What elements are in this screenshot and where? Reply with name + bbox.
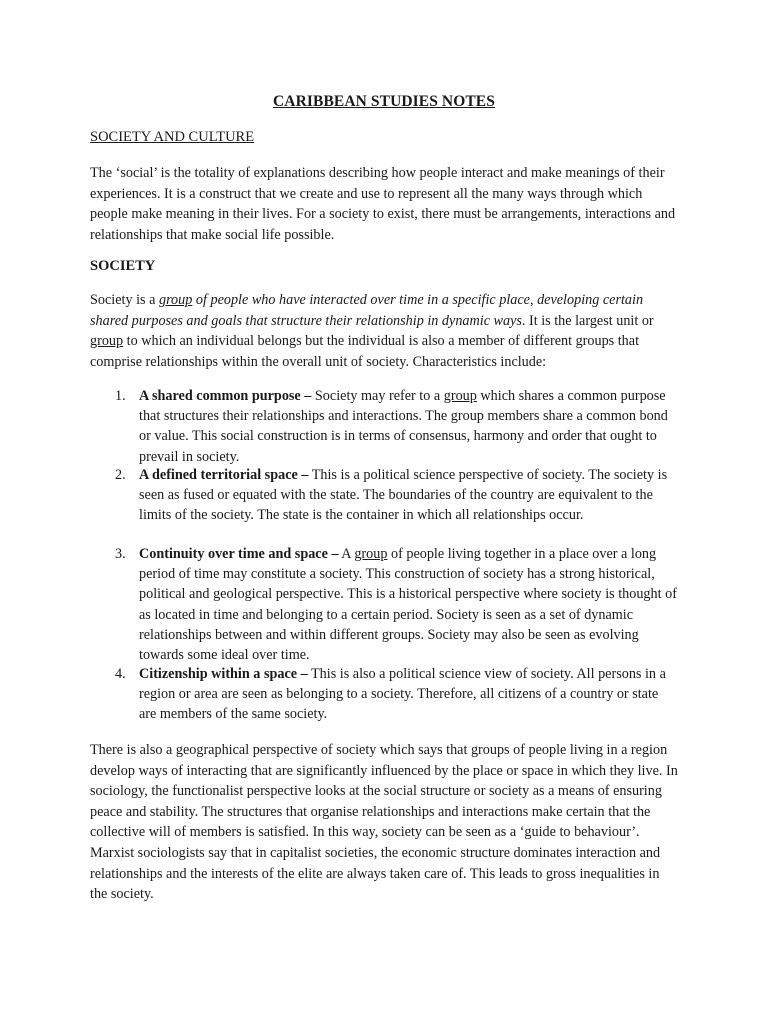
list-text: This is also a political science view of society. All persons in a region or area are seen as belonging to a society. Therefore, all citizens of a country or state are members of the same society. bbox=[139, 666, 666, 723]
list-term: A shared common purpose – bbox=[139, 388, 312, 404]
list-text: Society may refer to a bbox=[311, 388, 444, 404]
list-text: which shares a common purpose that structures their relationships and interactions. The group members share a common bond or value. This social construction is in terms of consensus, harmony and order that ought to prevail in society. bbox=[139, 388, 668, 465]
group-link[interactable]: group bbox=[90, 333, 124, 350]
list-number: 4. bbox=[115, 666, 126, 682]
closing-paragraph: There is also a geographical perspective of society which says that groups of people living in a region develop ways of interacting that are significantly influenced by the place or space in which they live. In sociology, the functionalist perspective looks at the social structure or society as a means of ensuring peace and stability. The structures that organise relationships and interactions make certain that the collective will of members is satisfied. In this way, society can be seen as a ‘guide to behaviour’. Marxist sociologists say that in capitalist societies, the economic structure dominates interaction and relationships and the interests of the elite are always taken care of. This leads to gross inequalities in the society. bbox=[90, 742, 678, 903]
list-item-text bbox=[139, 465, 679, 526]
list-term: A defined territorial space – bbox=[139, 467, 309, 483]
list-term: Continuity over time and space – bbox=[139, 546, 339, 562]
society-text-1: Society is a bbox=[90, 292, 159, 308]
section-heading-society-and-culture: SOCIETY AND CULTURE bbox=[90, 129, 255, 145]
list-text: A bbox=[338, 546, 355, 562]
list-text: of people living together in a place over a long period of time may constitute a society. This construction of society has a strong historical, political and geological perspective. This is a historical perspective where society is thought of as located in time and belonging to a certain period. Society is seen as a set of dynamic relationships between and within different groups. Society may also be seen as evolving towards some ideal over time. bbox=[139, 546, 677, 664]
list-item-text bbox=[139, 664, 679, 725]
list-number: 1. bbox=[115, 388, 126, 404]
list-number: 2. bbox=[115, 467, 126, 483]
list-term: Citizenship within a space – bbox=[139, 666, 308, 682]
society-text-2: . It is the largest unit or bbox=[521, 312, 654, 329]
document-title: CARIBBEAN STUDIES NOTES bbox=[273, 93, 495, 110]
society-text-italic: of people who have interacted over time in a specific place, developing certain shared purposes and goals that structure their relationship in dynamic ways bbox=[90, 292, 644, 329]
list-item-text bbox=[139, 544, 679, 665]
group-link[interactable]: group bbox=[158, 292, 193, 308]
group-link[interactable]: group bbox=[354, 546, 388, 562]
society-definition-paragraph bbox=[90, 290, 678, 372]
list-number: 3. bbox=[115, 546, 126, 562]
list-text: This is a political science perspective of society. The society is seen as fused or equated with the state. The boundaries of the country are equivalent to the limits of the society. The state is the container in which all relationships occur. bbox=[139, 467, 668, 524]
group-link[interactable]: group bbox=[443, 388, 477, 404]
list-item-text bbox=[139, 386, 679, 467]
society-text-3: to which an individual belongs but the individual is also a member of different groups that comprise relationships within the overall unit of society. Characteristics include: bbox=[90, 333, 640, 370]
intro-paragraph: The ‘social’ is the totality of explanations describing how people interact and make meanings of their experiences. It is a construct that we create and use to represent all the many ways through which people make meaning in their lives. For a society to exist, there must be arrangements, interactions and relationships that make social life possible. bbox=[90, 165, 676, 243]
section-heading-society: SOCIETY bbox=[90, 258, 156, 274]
